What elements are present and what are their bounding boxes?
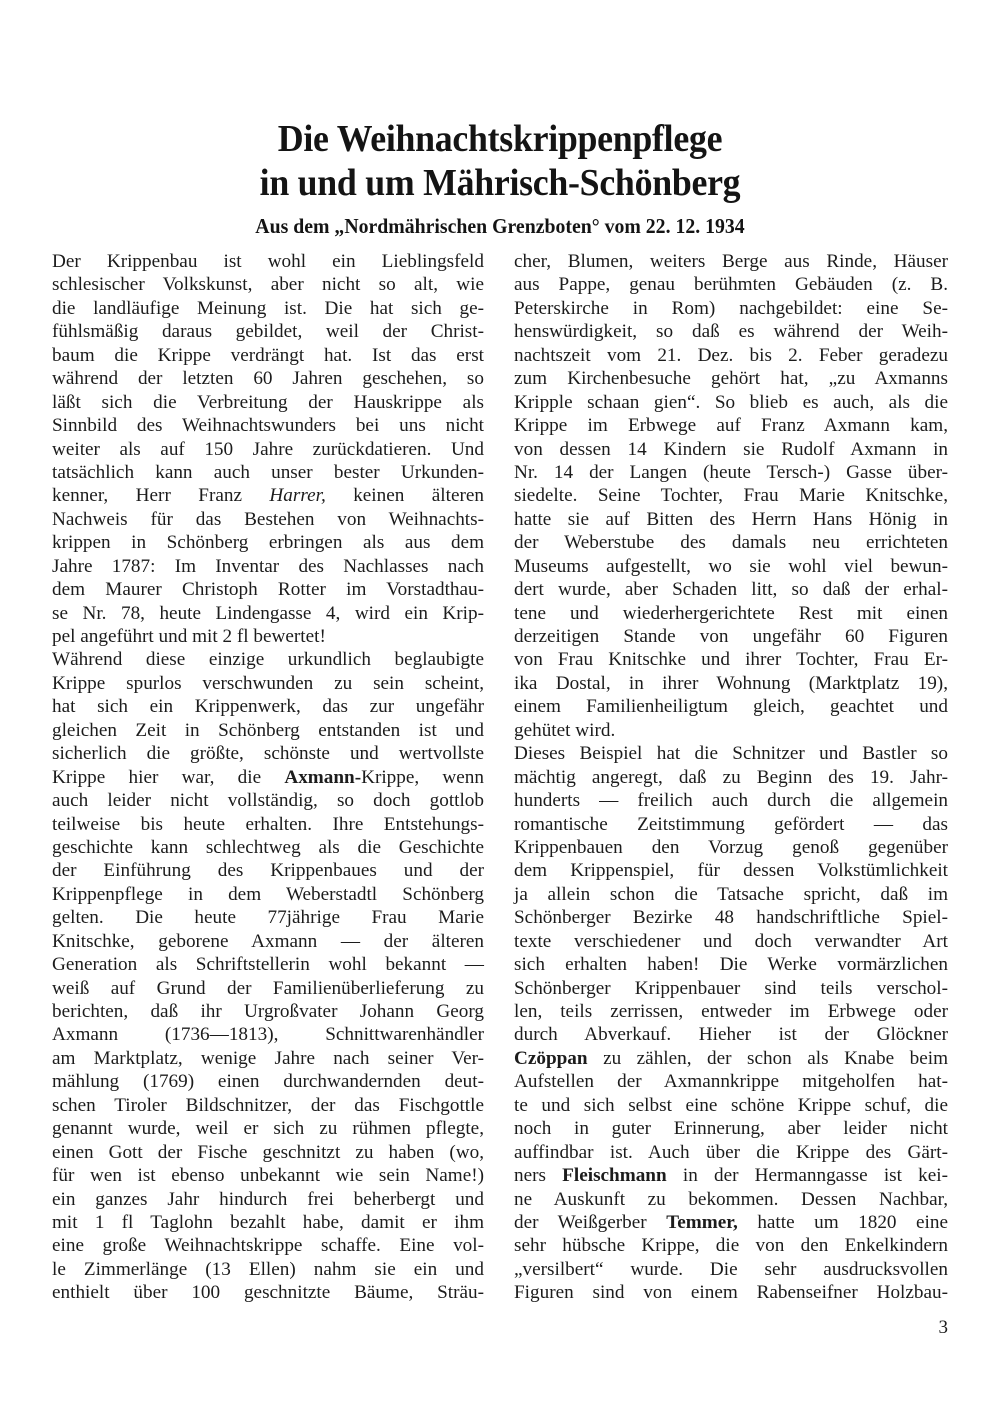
text-run: sehr hübsche Krippe, die von den Enkelkindern	[514, 1235, 948, 1257]
text-line	[514, 1164, 948, 1187]
text-line	[514, 250, 948, 273]
text-run: die landläufige Meinung ist. Die hat sich ge-	[52, 297, 484, 319]
text-line	[52, 789, 484, 812]
text-line	[52, 766, 484, 789]
text-run: Schönberger Bezirke 48 handschriftliche Spiel-	[514, 907, 948, 929]
article-title-line-1: Die Weihnachtskrippenpflege	[277, 118, 723, 160]
text-run: weiter als auf 150 Jahre zurückdatieren. Und	[52, 438, 484, 460]
text-run: ika Dostal, in ihrer Wohnung (Marktplatz 19),	[514, 672, 948, 694]
text-run: läßt sich die Verbreitung der Hauskrippe als	[52, 391, 484, 413]
text-run: pel angeführt und mit 2 fl bewertet!	[52, 626, 326, 647]
italic-name: Harrer,	[269, 485, 326, 507]
text-run: texte verschiedener und doch verwandter Art	[514, 930, 948, 952]
text-line	[514, 602, 948, 625]
text-run: Peterskirche in Rom) nachgebildet: eine Se-	[514, 297, 948, 319]
text-run: ein ganzes Jahr hindurch frei beherbergt und	[52, 1188, 484, 1210]
text-line	[514, 320, 948, 343]
text-run: mählung (1769) einen durchwandernden deut-	[52, 1071, 484, 1093]
text-line	[52, 1000, 484, 1023]
text-line	[514, 273, 948, 296]
text-line	[514, 1070, 948, 1093]
text-run: Generation als Schriftstellerin wohl bekannt —	[52, 954, 484, 976]
text-run: cher, Blumen, weiters Berge aus Rinde, Häuser	[514, 251, 948, 272]
text-line	[52, 414, 484, 437]
text-run: keinen älteren	[325, 485, 484, 507]
text-line	[52, 719, 484, 742]
text-run: zum Kirchenbesuche gehört hat, „zu Axmanns	[514, 368, 948, 390]
text-run: Dieses Beispiel hat die Schnitzer und Bastler so	[514, 743, 948, 765]
text-run: Krippenbauen den Vorzug genoß gegenüber	[514, 836, 948, 858]
text-line	[52, 344, 484, 367]
text-line	[514, 344, 948, 367]
text-run: durch Abverkauf. Hieher ist der Glöckner	[514, 1024, 948, 1046]
text-line	[514, 414, 948, 437]
text-run: genannt wurde, weil er sich zu rühmen pflegte,	[52, 1118, 484, 1140]
text-line	[514, 1141, 948, 1164]
text-run: teilweise bis heute erhalten. Ihre Entstehungs-	[52, 813, 484, 835]
text-run: Während diese einzige urkundlich beglaubigte	[52, 649, 484, 671]
text-run: len, teils zerrissen, entweder im Erbwege oder	[514, 1001, 948, 1022]
text-line	[52, 602, 484, 625]
text-line	[52, 508, 484, 531]
text-line	[514, 672, 948, 695]
text-line	[52, 297, 484, 320]
text-run: hatte um 1820 eine	[737, 1211, 948, 1233]
text-run: tatsächlich kann auch unser bester Urkunden-	[52, 461, 484, 483]
text-run: hatte sie auf Bitten des Herrn Hans Hönig in	[514, 508, 948, 530]
text-line	[514, 438, 948, 461]
text-run: von Frau Knitschke und ihrer Tochter, Frau Er-	[514, 649, 948, 671]
text-line	[52, 1234, 484, 1257]
text-line	[514, 836, 948, 859]
text-line	[52, 742, 484, 765]
text-run: gelten. Die heute 77jährige Frau Marie	[52, 907, 484, 929]
text-run: am Marktplatz, wenige Jahre nach seiner Ver-	[52, 1047, 484, 1069]
text-run: Krippe hier war, die	[52, 766, 285, 788]
text-run: Kripple schaan gien“. So blieb es auch, als die	[514, 391, 948, 413]
text-run: der Weißgerber	[514, 1211, 667, 1233]
text-run: gehütet wird.	[514, 719, 616, 741]
text-run: fühlsmäßig daraus gebildet, weil der Christ-	[52, 321, 484, 343]
text-line	[514, 1000, 948, 1023]
text-line	[52, 625, 484, 648]
text-line	[52, 953, 484, 976]
bold-name: Czöppan	[514, 1047, 588, 1069]
text-run: Krippe im Erbwege auf Franz Axmann kam,	[514, 415, 948, 437]
text-run: „versilbert“ wurde. Die sehr ausdrucksvollen	[514, 1258, 948, 1280]
text-run: ne Auskunft zu bekommen. Dessen Nachbar,	[514, 1188, 948, 1210]
text-line	[52, 1188, 484, 1211]
text-run: Sinnbild des Weihnachtswunders bei uns nicht	[52, 415, 484, 437]
text-line	[52, 1070, 484, 1093]
text-run: ners	[514, 1165, 563, 1187]
text-run: kenner, Herr Franz	[52, 485, 270, 507]
text-column-right	[514, 250, 948, 1305]
text-line	[52, 836, 484, 859]
text-run: von dessen 14 Kindern sie Rudolf Axmann in	[514, 438, 948, 460]
text-line	[514, 742, 948, 765]
text-run: auffindbar ist. Auch über die Krippe des Gärt-	[514, 1141, 948, 1163]
text-line	[514, 906, 948, 929]
text-line	[514, 297, 948, 320]
text-run: Nachweis für das Bestehen von Weihnachts-	[52, 508, 484, 530]
text-line	[52, 1258, 484, 1281]
text-line	[52, 1164, 484, 1187]
text-run: zu zählen, der schon als Knabe beim	[587, 1047, 948, 1069]
text-line	[52, 367, 484, 390]
text-line	[52, 273, 484, 296]
text-run: tene und wiederhergerichtete Rest mit einen	[514, 602, 948, 624]
text-run: ja allein schon die Tatsache spricht, daß im	[514, 883, 948, 905]
text-line	[52, 1141, 484, 1164]
text-line	[52, 648, 484, 671]
text-line	[52, 1117, 484, 1140]
article-header	[0, 117, 1000, 239]
text-line	[52, 578, 484, 601]
text-line	[514, 953, 948, 976]
text-line	[514, 367, 948, 390]
text-line	[514, 883, 948, 906]
text-run: Figuren sind von einem Rabenseifner Holzbau-	[514, 1282, 948, 1304]
text-line	[52, 930, 484, 953]
text-line	[514, 461, 948, 484]
text-line	[514, 977, 948, 1000]
text-line	[52, 555, 484, 578]
text-line	[52, 695, 484, 718]
text-run: dert wurde, aber Schaden litt, so daß der erhal-	[514, 579, 948, 601]
text-line	[514, 1094, 948, 1117]
text-line	[52, 906, 484, 929]
text-line	[514, 555, 948, 578]
text-run: Jahre 1787: Im Inventar des Nachlasses nach	[52, 555, 484, 577]
text-line	[514, 1047, 948, 1070]
text-run: der Weberstube des damals neu errichteten	[514, 532, 948, 554]
text-run: Schönberger Krippenbauer sind teils verschol-	[514, 977, 948, 999]
page-number: 3	[938, 1317, 948, 1338]
text-run: Nr. 14 der Langen (heute Tersch-) Gasse über-	[514, 461, 948, 483]
text-run: für wen ist ebenso unbekannt wie sein Name!)	[52, 1165, 484, 1187]
text-line	[52, 438, 484, 461]
text-run: aus Pappe, genau berühmten Gebäuden (z. B.	[514, 274, 948, 296]
text-column-left	[52, 250, 484, 1305]
text-line	[514, 719, 948, 742]
text-run: henswürdigkeit, so daß es während der Weih-	[514, 321, 948, 343]
text-run: Krippe, wenn	[361, 766, 484, 788]
text-line	[514, 1188, 948, 1211]
text-line	[52, 883, 484, 906]
article-title-line-2: in und um Mährisch-Schönberg	[259, 162, 741, 204]
text-line	[514, 695, 948, 718]
text-run: während der letzten 60 Jahren geschehen, so	[52, 368, 484, 390]
text-run: sicherlich die größte, schönste und wertvollste	[52, 743, 484, 765]
text-run: noch in guter Erinnerung, aber leider nicht	[514, 1118, 948, 1140]
text-line	[514, 813, 948, 836]
bold-name: Axmann-	[284, 766, 362, 788]
text-line	[52, 1023, 484, 1046]
text-run: romantische Zeitstimmung gefördert — das	[514, 813, 948, 835]
text-line	[52, 1211, 484, 1234]
text-run: geschichte kann schlechtweg als die Geschichte	[52, 836, 484, 858]
text-run: derzeitigen Stande von ungefähr 60 Figuren	[514, 626, 948, 647]
text-line	[514, 508, 948, 531]
text-run: baum die Krippe verdrängt hat. Ist das erst	[52, 344, 484, 366]
text-line	[514, 648, 948, 671]
text-run: Axmann (1736—1813), Schnittwarenhändler	[52, 1024, 484, 1046]
text-run: siedelte. Seine Tochter, Frau Marie Knitschke,	[514, 485, 948, 507]
text-line	[52, 531, 484, 554]
text-line	[52, 250, 484, 273]
text-line	[514, 391, 948, 414]
text-line	[52, 1281, 484, 1304]
text-run: der Einführung des Krippenbaues und der	[52, 860, 484, 882]
text-run: Krippe spurlos verschwunden zu sein scheint,	[52, 672, 484, 694]
text-run: berichten, daß ihr Urgroßvater Johann Georg	[52, 1001, 484, 1022]
text-run: hat sich ein Krippenwerk, das zur ungefähr	[52, 696, 484, 718]
text-line	[514, 484, 948, 507]
text-run: in der Hermanngasse ist kei-	[666, 1165, 948, 1187]
text-run: mächtig angeregt, daß zu Beginn des 19. Jahr-	[514, 766, 948, 788]
text-run: dem Maurer Christoph Rotter im Vorstadthau-	[52, 579, 484, 601]
text-run: enthielt über 100 geschnitzte Bäume, Sträu-	[52, 1282, 484, 1304]
text-run: Museums aufgestellt, wo sie wohl viel bewun-	[514, 555, 948, 577]
text-run: Der Krippenbau ist wohl ein Lieblingsfeld	[52, 251, 484, 272]
text-line	[52, 320, 484, 343]
text-line	[52, 859, 484, 882]
text-line	[514, 859, 948, 882]
text-run: sich erhalten haben! Die Werke vormärzlichen	[514, 954, 948, 976]
text-run: hunderts — freilich auch durch die allgemein	[514, 790, 948, 812]
text-run: le Zimmerlänge (13 Ellen) nahm sie ein und	[52, 1258, 484, 1280]
text-line	[514, 1234, 948, 1257]
text-line	[52, 977, 484, 1000]
text-run: schlesischer Volkskunst, aber nicht so alt, wie	[52, 274, 484, 296]
text-line	[52, 484, 484, 507]
text-line	[514, 1211, 948, 1234]
text-run: einem Familienheiligtum gleich, geachtet und	[514, 696, 948, 718]
text-line	[52, 813, 484, 836]
text-run: auch leider nicht vollständig, so doch gottlob	[52, 790, 484, 812]
text-run: schen Tiroler Bildschnitzer, der das Fischgottle	[52, 1094, 484, 1116]
text-line	[514, 789, 948, 812]
text-run: mit 1 fl Taglohn bezahlt habe, damit er ihm	[52, 1211, 484, 1233]
text-line	[52, 1094, 484, 1117]
text-line	[514, 625, 948, 648]
text-run: Krippenpflege in dem Weberstadtl Schönberg	[52, 883, 484, 905]
text-line	[52, 672, 484, 695]
text-run: te und sich selbst eine schöne Krippe schuf, die	[514, 1094, 948, 1116]
text-line	[514, 531, 948, 554]
text-line	[52, 1047, 484, 1070]
text-line	[514, 1258, 948, 1281]
text-line	[514, 766, 948, 789]
text-line	[514, 1023, 948, 1046]
text-run: krippen in Schönberg erbringen als aus dem	[52, 532, 484, 554]
text-line	[514, 930, 948, 953]
text-line	[52, 391, 484, 414]
text-line	[514, 578, 948, 601]
text-run: dem Krippenspiel, für dessen Volkstümlichkeit	[514, 860, 948, 882]
article-subtitle: Aus dem „Nordmährischen Grenzboten° vom 22. 12. 1934	[255, 214, 745, 238]
text-run: se Nr. 78, heute Lindengasse 4, wird ein Krip-	[52, 602, 484, 624]
bold-name: Temmer,	[666, 1211, 738, 1233]
text-run: Aufstellen der Axmannkrippe mitgeholfen hat-	[514, 1071, 948, 1093]
text-run: gleichen Zeit in Schönberg entstanden ist und	[52, 719, 484, 741]
text-line	[514, 1117, 948, 1140]
text-run: nachtszeit vom 21. Dez. bis 2. Feber geradezu	[514, 344, 948, 366]
text-run: eine große Weihnachtskrippe schaffe. Eine vol-	[52, 1235, 484, 1257]
text-run: einen Gott der Fische geschnitzt zu haben (wo,	[52, 1141, 484, 1163]
text-run: weiß auf Grund der Familienüberlieferung zu	[52, 977, 484, 999]
text-line	[52, 461, 484, 484]
text-line	[514, 1281, 948, 1304]
text-run: Knitschke, geborene Axmann — der älteren	[52, 930, 484, 952]
bold-name: Fleischmann	[562, 1165, 667, 1187]
